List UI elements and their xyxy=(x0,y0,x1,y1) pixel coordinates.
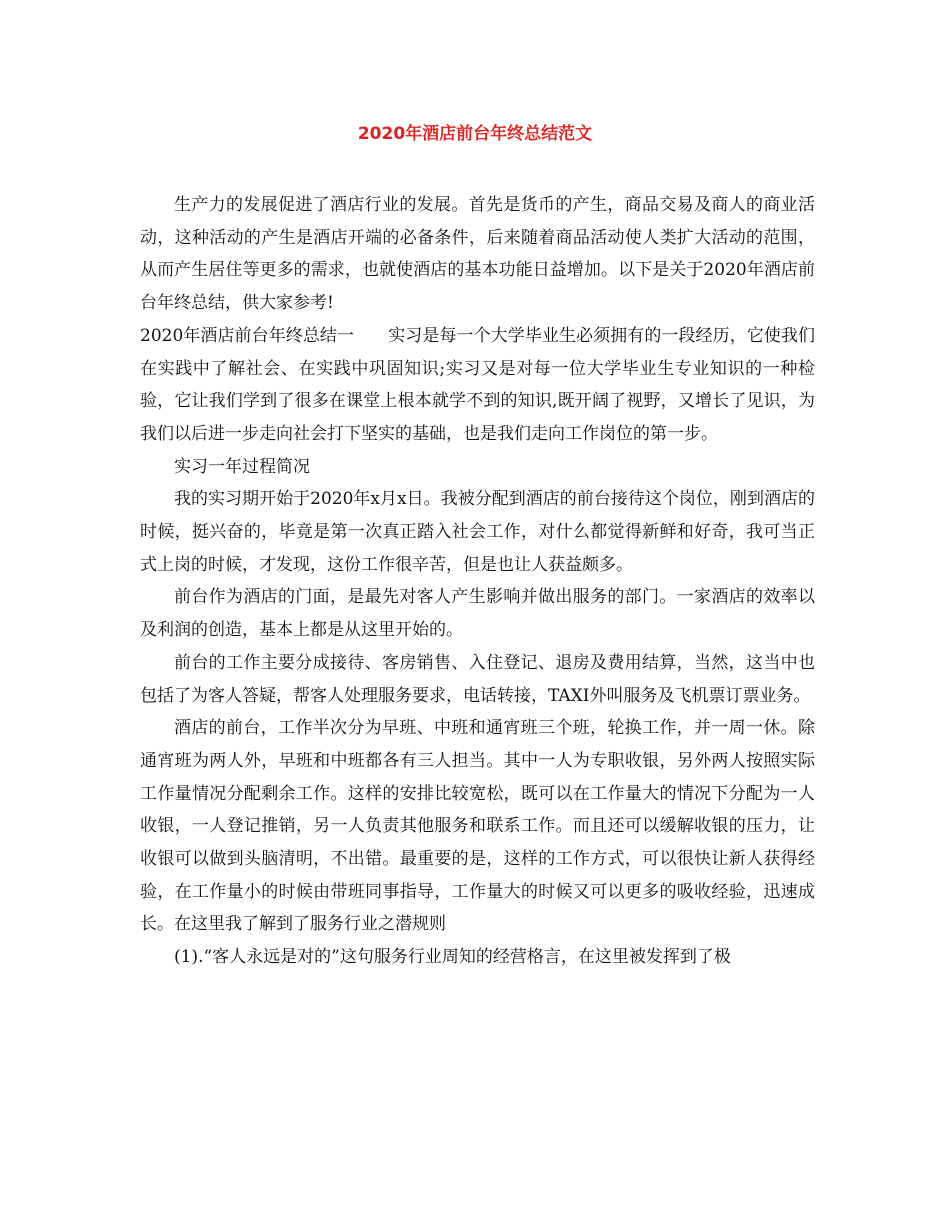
internship-start-paragraph: 我的实习期开始于2020年x月x日。我被分配到酒店的前台接待这个岗位，刚到酒店的时候，挺兴奋的，毕竟是第一次真正踏入社会工作，对什么都觉得新鲜和好奇，我可当正式上岗的时候，才发现，这份工作很辛苦，但是也让人获益颇多。 xyxy=(140,489,815,575)
subheading-internship-overview: 实习一年过程简况 xyxy=(174,456,310,477)
front-desk-role-paragraph: 前台作为酒店的门面，是最先对客人产生影响并做出服务的部门。一家酒店的效率以及利润的创造，基本上都是从这里开始的。 xyxy=(140,587,815,641)
shift-schedule-paragraph: 酒店的前台，工作半次分为早班、中班和通宵班三个班，轮换工作，并一周一休。除通宵班为两人外，早班和中班都各有三人担当。其中一人为专职收银，另外两人按照实际工作量情况分配剩余工作。这样的安排比较宽松，既可以在工作量大的情况下分配为一人收银，一人登记推销，另一人负责其他服务和联系工作。而且还可以缓解收银的压力，让收银可以做到头脑清明，不出错。最重要的是，这样的工作方式，可以很快让新人获得经验，在工作量小的时候由带班同事指导，工作量大的时候又可以更多的吸收经验，迅速成长。在这里我了解到了服务行业之潜规则 xyxy=(140,718,815,935)
intro-paragraph: 生产力的发展促进了酒店行业的发展。首先是货币的产生，商品交易及商人的商业活动，这种活动的产生是酒店开端的必备条件，后来随着商品活动使人类扩大活动的范围，从而产生居住等更多的需求，也就使酒店的基本功能日益增加。以下是关于2020年酒店前台年终总结，供大家参考! xyxy=(140,195,815,314)
rule-one-paragraph: (1).“客人永远是对的”这句服务行业周知的经营格言，在这里被发挥到了极 xyxy=(174,947,731,968)
section-one-paragraph: 2020年酒店前台年终总结一 实习是每一个大学毕业生必须拥有的一段经历，它使我们在实践中了解社会、在实践中巩固知识;实习又是对每一位大学毕业生专业知识的一种检验，它让我们学到了很多在课堂上根本就学不到的知识,既开阔了视野，又增长了见识，为我们以后进一步走向社会打下坚实的基础，也是我们走向工作岗位的第一步。 xyxy=(140,325,815,444)
document-title: 2020年酒店前台年终总结范文 xyxy=(357,124,593,144)
front-desk-duties-paragraph: 前台的工作主要分成接待、客房销售、入住登记、退房及费用结算，当然，这当中也包括了为客人答疑，帮客人处理服务要求，电话转接，TAXI外叫服务及飞机票订票业务。 xyxy=(140,652,815,706)
document-body xyxy=(140,189,815,974)
